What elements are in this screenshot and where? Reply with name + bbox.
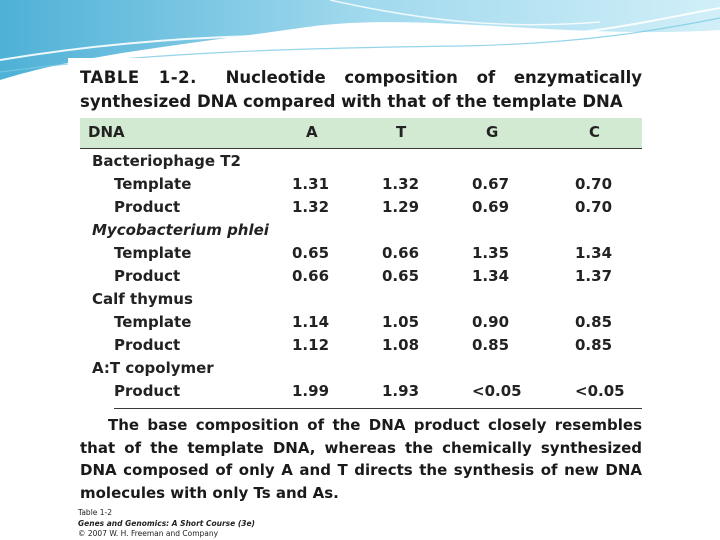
col-header-a: A [306, 123, 318, 141]
table-row [80, 382, 642, 405]
cell-c: 0.70 [575, 198, 613, 216]
table-row [80, 221, 642, 244]
row-group-label: Calf thymus [92, 290, 193, 308]
credit-copyright: © 2007 W. H. Freeman and Company [78, 529, 219, 538]
row-label: Template [114, 244, 192, 262]
cell-a: 0.66 [292, 267, 330, 285]
cell-c: 1.34 [575, 244, 613, 262]
credit-table-number: Table 1-2 [78, 508, 113, 517]
col-header-g: G [486, 123, 499, 141]
table-row [80, 267, 642, 290]
cell-c: 0.70 [575, 175, 613, 193]
cell-g: 0.67 [472, 175, 510, 193]
cell-g: 0.69 [472, 198, 510, 216]
table-title [80, 66, 642, 114]
table-row [80, 175, 642, 198]
source-credits [78, 508, 255, 540]
cell-g: 1.34 [472, 267, 510, 285]
table-row [80, 152, 642, 175]
table-title-line1: Nucleotide composition of enzymatically [225, 68, 642, 87]
cell-a: 1.14 [292, 313, 330, 331]
cell-a: 1.31 [292, 175, 330, 193]
table-title-line2: synthesized DNA compared with that of the template DNA [80, 92, 623, 111]
cell-g: <0.05 [472, 382, 522, 400]
cell-t: 1.08 [382, 336, 420, 354]
col-header-t: T [396, 123, 407, 141]
row-label: Product [114, 198, 181, 216]
cell-t: 1.93 [382, 382, 420, 400]
cell-a: 0.65 [292, 244, 330, 262]
cell-t: 0.66 [382, 244, 420, 262]
table-caption: The base composition of the DNA product closely resembles that of the template DNA, whereas the chemically synthesized DNA composed of only A and T directs the synthesis of new DNA molecules with only Ts and As. [80, 416, 642, 502]
cell-a: 1.32 [292, 198, 330, 216]
row-label: Product [114, 336, 181, 354]
cell-t: 1.32 [382, 175, 420, 193]
cell-t: 1.29 [382, 198, 420, 216]
table-row [80, 313, 642, 336]
table-header-row [80, 118, 642, 149]
row-label: Template [114, 175, 192, 193]
table-row [80, 359, 642, 382]
row-group-label: Bacteriophage T2 [92, 152, 241, 170]
row-label: Template [114, 313, 192, 331]
row-group-label: Mycobacterium phlei [92, 221, 269, 239]
table-bottom-rule [114, 408, 642, 409]
cell-c: 0.85 [575, 313, 613, 331]
table-row [80, 198, 642, 221]
row-group-label: A:T copolymer [92, 359, 214, 377]
cell-g: 1.35 [472, 244, 510, 262]
cell-c: <0.05 [575, 382, 625, 400]
cell-g: 0.90 [472, 313, 510, 331]
col-header-dna: DNA [88, 123, 125, 141]
cell-t: 0.65 [382, 267, 420, 285]
table-row [80, 290, 642, 313]
table-label: TABLE 1-2. [80, 68, 197, 87]
cell-g: 0.85 [472, 336, 510, 354]
row-label: Product [114, 267, 181, 285]
cell-t: 1.05 [382, 313, 420, 331]
cell-a: 1.12 [292, 336, 330, 354]
row-label: Product [114, 382, 181, 400]
table-row [80, 244, 642, 267]
document-page [68, 58, 650, 540]
credit-book-title: Genes and Genomics: A Short Course (3e) [78, 518, 255, 528]
cell-a: 1.99 [292, 382, 330, 400]
table-row [80, 336, 642, 359]
col-header-c: C [589, 123, 601, 141]
cell-c: 1.37 [575, 267, 613, 285]
cell-c: 0.85 [575, 336, 613, 354]
